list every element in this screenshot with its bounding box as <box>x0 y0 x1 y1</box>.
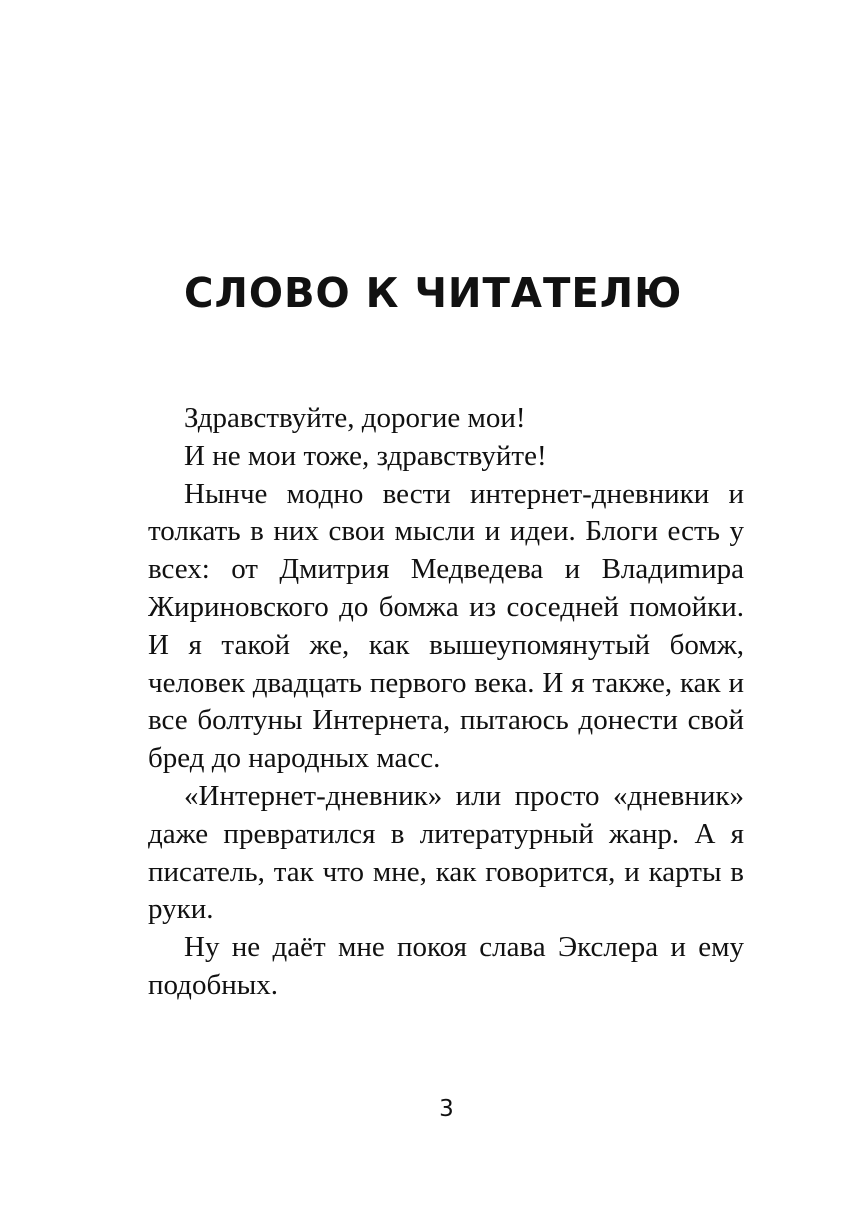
body-text <box>148 400 744 1005</box>
paragraph-greeting-others: И не мои тоже, здравствуйте! <box>184 439 547 472</box>
page-number: 3 <box>439 1096 454 1122</box>
chapter-title: СЛОВО К ЧИТАТЕЛЮ <box>184 269 683 317</box>
paragraph-greeting: Здравствуйте, дорогие мои! <box>184 402 526 434</box>
paragraph-blogs: Нынче модно вести интернет-дневники и толкать в них свои мысли и идеи. Блоги есть у всех: от Дмитрия Медведева и Владиmира Жириновского до бомжа из соседней помойки. И я такой же, как вышеупомянутый бомж, человек двадцать первого века. И я также, как и все болтуны Интернета, пытаюсь донести свой бред до народных масс. <box>148 477 744 775</box>
paragraph-genre: «Интернет-дневник» или просто «дневник» даже превратился в литературный жанр. А я писатель, так что мне, как говорится, и карты в руки. <box>148 779 744 926</box>
paragraph-exler: Ну не даёт мне покоя слава Экслера и ему подобных. <box>148 931 744 1001</box>
